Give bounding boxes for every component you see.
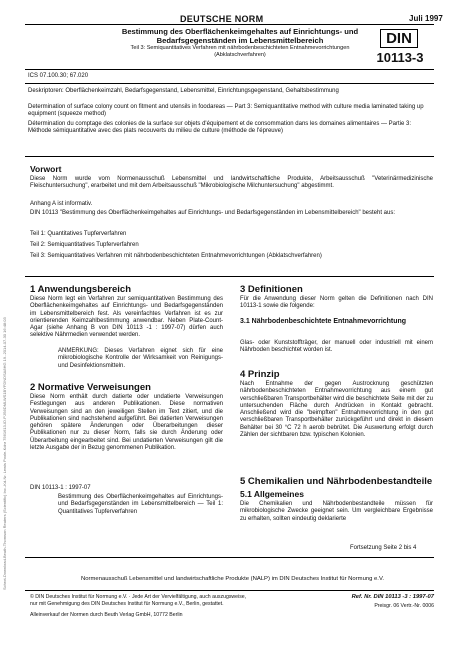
body-rule — [25, 276, 434, 277]
section-5-heading: 5 Chemikalien und Nährbodenbestandteile — [240, 476, 433, 487]
section-2-heading: 2 Normative Verweisungen — [30, 382, 151, 393]
din-logo: DIN — [380, 29, 418, 48]
series-part-3: Teil 3: Semiquantitatives Verfahren mit nährbodenbeschichteten Entnahmevorrichtungen (Abklatschverfahren) — [30, 253, 322, 259]
ics-code: ICS 07.100.30; 67.020 — [28, 73, 89, 79]
reference-number: Ref. Nr. DIN 10113 -3 : 1997-07 — [351, 594, 434, 600]
norm-type-label: DEUTSCHE NORM — [180, 14, 264, 24]
series-part-2: Teil 2: Semiquantitatives Tupferverfahren — [30, 242, 139, 248]
title-rule — [25, 69, 434, 70]
header-rule — [25, 24, 434, 25]
section-3-1-text: Glas- oder Kunststoffträger, der manuell oder industriell mit einem Nährboden beschichtet worden ist. — [240, 340, 433, 354]
copyright-line-1: © DIN Deutsches Institut für Normung e.V. · Jede Art der Vervielfältigung, auch auszugsweise, — [30, 594, 247, 600]
section-3-heading: 3 Definitionen — [240, 284, 303, 295]
title-block — [25, 26, 434, 68]
english-title: Determination of surface colony count on fitment and utensils in foodareas — Part 3: Semiquantitative method with culture media laminated taking up equipment (squeeze method) — [28, 104, 424, 118]
price-group: Preisgr. 06 Vertr.-Nr. 0006 — [374, 603, 434, 609]
download-watermark-sidebar: Schrot-Download-Beuth-Thomson Reuters (Scientific) Inc.-Kd-Nr. Lewis Poole-Kdnr 7561613-ID.PJS6DMLWS1BYFDNDSA8HG 19.-2014-07-30 16:48:03 — [2, 317, 7, 590]
ics-rule — [25, 83, 434, 84]
section-4-heading: 4 Prinzip — [240, 369, 280, 380]
footer-rule — [25, 557, 434, 558]
committee-line: Normenausschuß Lebensmittel und landwirtschaftliche Produkte (NALP) im DIN Deutsches Institut für Normung e.V. — [81, 576, 384, 582]
section-1-heading: 1 Anwendungsbereich — [30, 284, 131, 295]
document-title: Bestimmung des Oberflächenkeimgehaltes auf Einrichtungs- und Bedarfsgegenständen im Lebensmittelbereich — [121, 27, 359, 45]
foreword-rule — [25, 156, 434, 157]
sales-line: Alleinverkauf der Normen durch Beuth Verlag GmbH, 10772 Berlin — [30, 612, 183, 618]
foreword-paragraph: Diese Norm wurde vom Normenausschuß Lebensmittel und landwirtschaftliche Produkte, Arbeitsausschuß "Veterinärmedizinische Fleischuntersuchung", erarbeitet und mit dem Arbeitsausschuß "Mikrobiologische Milchuntersuchung" abgestimmt. — [30, 176, 433, 190]
french-title: Détermination du comptage des colonies de la surface sur objets d'équipement et de consommation dans les domaines alimentaires — Partie 3: Méthode sémiquantitative avec des plats recouverts du milieu de culture (méthode de l'épreuve) — [28, 121, 412, 135]
annex-note: Anhang A ist informativ. — [30, 201, 93, 207]
document-subtitle: Teil 3: Semiquantitatives Verfahren mit nährbodenbeschichteten Entnahmevorrichtungen (Abklatschverfahren) — [130, 45, 350, 58]
section-5-1-heading: 5.1 Allgemeines — [240, 489, 304, 499]
series-part-1: Teil 1: Quantitatives Tupferverfahren — [30, 231, 127, 237]
publication-date: Juli 1997 — [409, 14, 443, 23]
section-1-note: ANMERKUNG: Dieses Verfahren eignet sich für eine mikrobiologische Kontrolle der Wirksamkeit von Reinigungs- und Desinfektionsmitteln. — [58, 348, 223, 369]
section-5-1-text: Die Chemikalien und Nährbodenbestandteile müssen für mikrobiologische Zwecke geeignet sein. Um vergleichbare Ergebnisse zu erhalten, sollten eindeutig deklarierte — [240, 501, 433, 522]
section-2-text: Diese Norm enthält durch datierte oder undatierte Verweisungen Festlegungen aus anderen Publikationen. Diese normativen Verweisungen sind an den jeweiligen Stellen im Text zitiert, und die Publikationen sind nachstehend aufgeführt. Bei datierten Verweisungen gehören spätere Änderungen oder Überarbeitungen dieser Publikationen nur zu dieser Norm, falls sie durch Änderung oder Überarbeitung eingearbeitet sind. Bei undatierten Verweisungen gilt die letzte Ausgabe der in Bezug genommenen Publikation. — [30, 394, 223, 452]
foreword-heading: Vorwort — [30, 164, 62, 174]
continuation-note: Fortsetzung Seite 2 bis 4 — [350, 545, 417, 551]
section-1-text: Diese Norm legt ein Verfahren zur semiquantitativen Bestimmung des Oberflächenkeimgehaltes auf Einrichtungs- und Bedarfsgegenständen im Lebensmittelbereich fest. Als vereinfachtes Verfahren ist es zur orientierenden Keimzahlbestimmung anwendbar. Neben Plate-Count-Agar (siehe Anhang B von DIN 10113 -1 : 1997-07) dürfen auch selektive Nährmedien verwendet werden. — [30, 296, 223, 339]
copyright-line-2: nur mit Genehmigung des DIN Deutsches Institut für Normung e.V., Berlin, gestattet. — [30, 601, 224, 607]
section-3-1-heading: 3.1 Nährbodenbeschichtete Entnahmevorrichtung — [240, 318, 407, 325]
series-statement: DIN 10113 "Bestimmung des Oberflächenkeimgehaltes auf Einrichtungs- und Bedarfsgegenständen im Lebensmittelbereich" besteht aus: — [30, 210, 396, 216]
descriptors: Deskriptoren: Oberflächenkeimzahl, Bedarfsgegenstand, Lebensmittel, Einrichtungsgegenstand, Gehaltsbestimmung — [28, 88, 339, 94]
section-3-text: Für die Anwendung dieser Norm gelten die Definitionen nach DIN 10113-1 sowie die folgende: — [240, 296, 433, 310]
section-4-text: Nach Entnahme der gegen Austrocknung geschützten nährbodenbeschichteten Entnahmevorrichtung aus einem gut verschließbaren Transportbehälter wird die beschichtete Seite mit der zu untersuchenden Fläche durch Andrücken in Kontakt gebracht. Anschließend wird die "beimpften" Entnahmevorrichtung in den gut verschließbaren Transportbehälter zurückgeführt und direkt in diesem Behälter bei 30 °C 72 h aerob bebrütet. Die Auswertung erfolgt durch Zählen der sichtbaren bzw. typischen Kolonien. — [240, 381, 433, 439]
reference-id: DIN 10113-1 : 1997-07 — [30, 485, 91, 491]
reference-title: Bestimmung des Oberflächenkeimgehaltes auf Einrichtungs- und Bedarfsgegenständen im Lebensmittelbereich — Teil 1: Quantitatives Tupferverfahren — [58, 494, 223, 515]
imprint-rule — [25, 590, 434, 591]
standard-number: 10113-3 — [376, 50, 424, 65]
